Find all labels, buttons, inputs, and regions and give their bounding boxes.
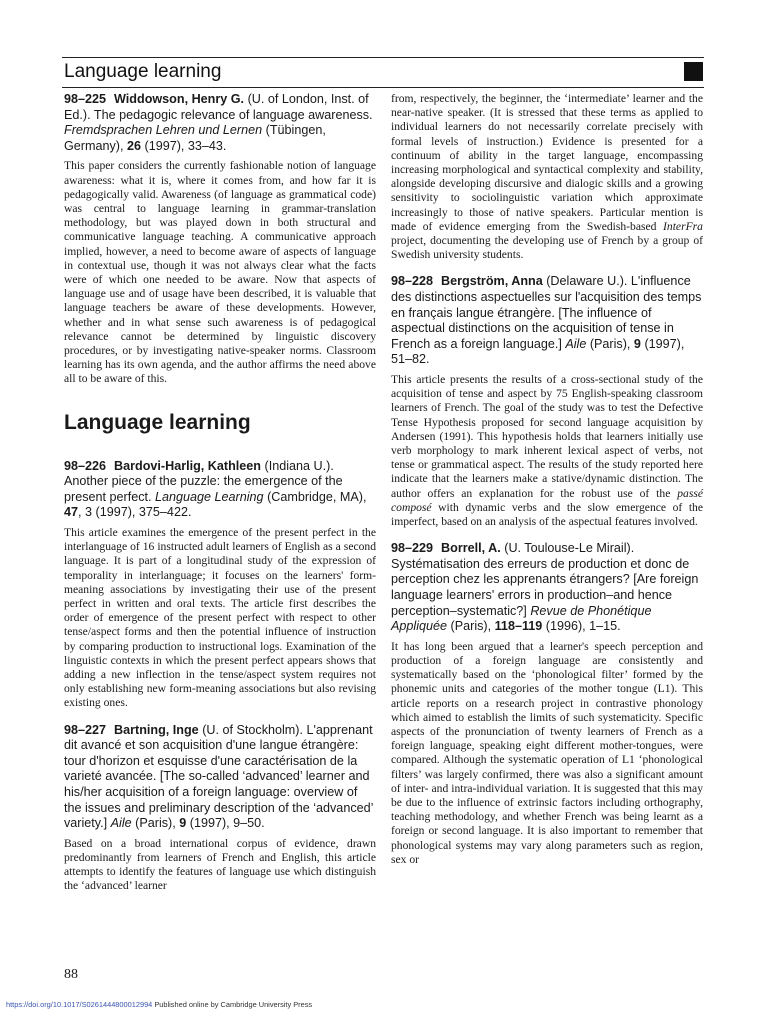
page-number: 88: [64, 967, 78, 982]
entry-place: (Cambridge, MA),: [267, 489, 367, 504]
entry-number: 98–229: [391, 541, 434, 556]
entry-volume: 9: [179, 816, 187, 831]
footer: [6, 1000, 312, 1009]
running-head: Language learning: [64, 61, 222, 82]
entry-details: , 3 (1997), 375–422.: [78, 505, 192, 520]
entry-98-227-abstract-part2: from, respectively, the beginner, the ‘intermediate’ learner and the near-native speaker. (It is stressed that these terms as applied to individual learners do not necessarily correlate precisely with formal levels of instruction.) Evidence is presented for a continuum of ability in the target language, encompassing increasing morphological and syntactical complexity and stability, alongside developing discursive and dialogic skills and a growing sensitivity to sociolinguistic variation which approximate increasingly to those of native speakers. Particular mention is made of evidence emerging from the Swedish-based InterFra project, documenting the developing use of French by a group of Swedish university students.: [391, 92, 703, 262]
entry-98-229-abstract: It has long been argued that a learner's speech perception and production of a foreign language are consistently and systematically based on the ‘phonological filter’ formed by the phonemic units and categories of the mother tongue (L1). This article reports on a research project in contrastive phonology which aimed to establish the limits of such systematicity. Specific aspects of the pronunciation of twenty learners of French as a foreign language, speaking eight different mother-tongues, were compared. Although the systematic operation of L1 ‘phonological filters’ was largely confirmed, there was also a significant amount of inter- and intra-individual variation. It is suggested that this may be due to the influence of extrinsic factors including orthography, teaching methodology, and whether French was being learnt as a foreign or second language. It is also important to remember that phonological systems may vary along parameters such as region, sex or: [391, 639, 703, 866]
published-note: Published online by Cambridge University Press: [154, 1000, 313, 1009]
entry-number: 98–225: [64, 92, 107, 106]
entry-journal: Aile: [565, 336, 587, 351]
entry-spacer: [391, 262, 703, 274]
entry-98-228-heading: [391, 274, 703, 368]
entry-98-229-heading: [391, 541, 703, 635]
entry-title: L'apprenant dit avancé et son acquisition d'une langue étrangère: tour d'horizon et esquisse d'une caractérisation de la varieté avancée. [The so-called ‘advanced’ learner and his/her acquisition of a foreign language: overview of the issues and preliminary description of the ‘advanced’ variety.]: [64, 722, 373, 831]
entry-place: (Tübingen, Germany),: [64, 123, 326, 153]
entry-affiliation: (U. Toulouse-Le Mirail).: [504, 541, 635, 556]
entry-title: Another piece of the puzzle: the emergence of the present perfect.: [64, 474, 343, 504]
right-column: [391, 92, 703, 867]
entry-affiliation: (Delaware U.).: [546, 274, 628, 289]
entry-details: (1997), 9–50.: [189, 816, 265, 831]
header-rule-top: [62, 57, 704, 58]
entry-volume: 118–119: [494, 619, 543, 634]
entry-author: Borrell, A.: [441, 541, 501, 556]
entry-98-225-heading: [64, 92, 376, 154]
entry-affiliation: (U. of London, Inst. of Ed.).: [64, 92, 369, 122]
entry-volume: 47: [64, 505, 79, 520]
section-marker-box: [684, 62, 703, 81]
entry-details: (1997), 33–43.: [144, 138, 227, 153]
entry-place: (Paris),: [135, 816, 176, 831]
entry-spacer: [391, 529, 703, 541]
entry-journal: Aile: [110, 816, 132, 831]
left-column: [64, 92, 376, 894]
entry-author: Bergström, Anna: [441, 274, 543, 289]
entry-number: 98–226: [64, 458, 107, 473]
entry-journal: Fremdsprachen Lehren und Lernen: [64, 123, 263, 138]
entry-details: (1996), 1–15.: [545, 619, 621, 634]
doi-link[interactable]: https://doi.org/10.1017/S0261444800012994: [6, 1000, 153, 1009]
entry-98-225-abstract: This paper considers the currently fashionable notion of language awareness: what it is, where it comes from, and how far it is pedagogically valid. Awareness (of language as grammatical code) was central to language learning in grammar-translation methodology, but was played down in both structural and communicative language teaching. A communicative approach implied, however, a need to become aware of aspects of language in contextual use, though it was not always clear what the facts were of which one needed to be aware. Now that aspects of language use and of usage have been described, it is valuable that language teachers be aware of these developments. However, whether and in what sense such awareness is of pedagogical relevance cannot be determined by linguistic discovery procedures, or by investigating native-speaker norms. Classroom learning has its own agenda, and the author affirms the need above all to be aware of this.: [64, 159, 376, 386]
entry-affiliation: (Indiana U.).: [264, 458, 334, 473]
entry-title: Systématisation des erreurs de production et donc de perception chez les apprenants étrangers? [Are foreign language learners' errors in production–and hence perception–systematic?]: [391, 556, 699, 618]
header-rule-bottom: [62, 87, 704, 88]
entry-title: The pedagogic relevance of language awareness.: [93, 107, 373, 122]
entry-98-227-heading: [64, 723, 376, 832]
entry-98-227-abstract-part1: Based on a broad international corpus of evidence, drawn predominantly from learners of French and English, this article attempts to identify the features of language use which distinguish the ‘advanced’ learner: [64, 836, 376, 893]
entry-volume: 9: [633, 336, 641, 351]
entry-place: (Paris),: [589, 336, 631, 351]
entry-98-226-heading: [64, 459, 376, 521]
entry-journal: Language Learning: [155, 489, 264, 504]
entry-author: Bartning, Inge: [114, 722, 199, 737]
entry-place: (Paris),: [450, 619, 492, 634]
entry-98-228-abstract: This article presents the results of a cross-sectional study of the acquisition of tense and aspect by 75 English-speaking classroom learners of French. The goal of the study was to test the Defective Tense Hypothesis proposed for second language acquisition by Andersen (1991). This hypothesis holds that learners initially use verb morphology to mark inherent lexical aspect of verbs, not tense or grammatical aspect. The results of the study reported here indicate that the learners make a stative/dynamic distinction. The author offers an explanation for the robust use of the passé composé with dynamic verbs and the slow emergence of the imperfect, based on an analysis of the aspectual features involved.: [391, 373, 703, 529]
entry-number: 98–228: [391, 274, 434, 289]
entry-author: Widdowson, Henry G.: [114, 92, 245, 106]
entry-affiliation: (U. of Stockholm).: [202, 722, 303, 737]
entry-author: Bardovi-Harlig, Kathleen: [114, 458, 261, 473]
entry-details: (1997), 51–82.: [391, 336, 685, 367]
entry-98-226-abstract: This article examines the emergence of the present perfect in the interlanguage of 16 instructed adult learners of English as a second language. It is part of a longitudinal study of the expression of temporality in interlanguage; it focuses on the learners' form-meaning associations by investigating their use of the present perfect in written and oral texts. The article first describes the order of emergence of the present perfect with respect to other tense/aspect forms and then the potential influence of instruction by comparing production to instructional logs. Examination of the linguistic contexts in which the present perfect appears shows that adding a new inflection in the tense/aspect system requires not only establishing new form-meaning associations but also revising existing ones.: [64, 526, 376, 710]
entry-number: 98–227: [64, 722, 107, 737]
entry-journal: Revue de Phonétique Appliquée: [391, 603, 652, 634]
entry-spacer: [64, 711, 376, 723]
entry-title: L'influence des distinctions aspectuelles sur l'acquisition des temps en français langue étrangère. [The influence of aspectual distinctions on the acquisition of tense in French as a foreign language.]: [391, 274, 702, 351]
section-title: Language learning: [64, 410, 251, 434]
entry-volume: 26: [126, 138, 141, 153]
